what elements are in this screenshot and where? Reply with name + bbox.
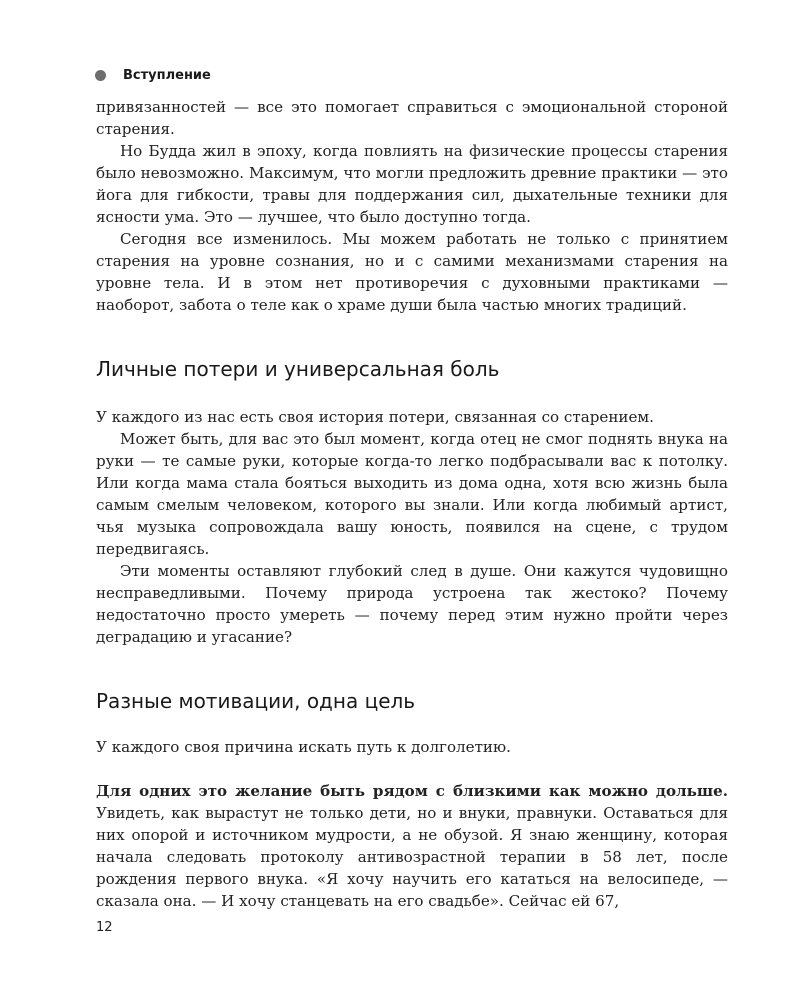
page-number: 12 — [96, 920, 113, 935]
bold-lead-text: Для одних это желание быть рядом с близкими как можно дольше. — [96, 782, 728, 800]
section-heading-losses: Личные потери и универсальная боль — [96, 357, 500, 381]
paragraph: У каждого своя причина искать путь к долголетию. — [96, 738, 511, 756]
paragraph: привязанностей — все это помогает справиться с эмоциональной стороной старения. — [96, 98, 728, 138]
paragraph: Эти моменты оставляют глубокий след в душе. Они кажутся чудовищно несправедливыми. Почему природа устроена так жестоко? Почему недостаточно просто умереть — почему перед этим нужно пройти через деградацию и угасание? — [96, 562, 728, 646]
section-heading-motivations: Разные мотивации, одна цель — [96, 689, 416, 713]
paragraph: У каждого из нас есть своя история потери, связанная со старением. — [96, 408, 654, 426]
section-label: Вступление — [123, 68, 211, 83]
paragraph: Но Будда жил в эпоху, когда повлиять на физические процессы старения было невозможно. Максимум, что могли предложить древние практики — это йога для гибкости, травы для поддержания сил, дыхательные техники для ясности ума. Это — лучшее, что было доступно тогда. — [96, 142, 728, 226]
paragraph-continuation: Увидеть, как вырастут не только дети, но и внуки, правнуки. Оставаться для них опорой и источником мудрости, а не обузой. Я знаю женщину, которая начала следовать протоколу антивозрастной терапии в 58 лет, после рождения первого внука. «Я хочу научить его кататься на велосипеде, — сказала она. — И хочу станцевать на его свадьбе». Сейчас ей 67, — [96, 804, 728, 910]
page-body — [96, 96, 728, 912]
paragraph: Может быть, для вас это был момент, когда отец не смог поднять внука на руки — те самые руки, которые когда-то легко подбрасывали вас к потолку. Или когда мама стала бояться выходить из дома одна, хотя всю жизнь была самым смелым человеком, которого вы знали. Или когда любимый артист, чья музыка сопровождала вашу юность, появился на сцене, с трудом передвигаясь. — [96, 430, 728, 558]
paragraph-bold-lead — [96, 780, 728, 912]
bullet-icon — [95, 70, 106, 81]
running-header — [95, 68, 211, 83]
paragraph: Сегодня все изменилось. Мы можем работать не только с принятием старения на уровне сознания, но и с самими механизмами старения на уровне тела. И в этом нет противоречия с духовными практиками — наоборот, забота о теле как о храме души была частью многих традиций. — [96, 230, 728, 314]
